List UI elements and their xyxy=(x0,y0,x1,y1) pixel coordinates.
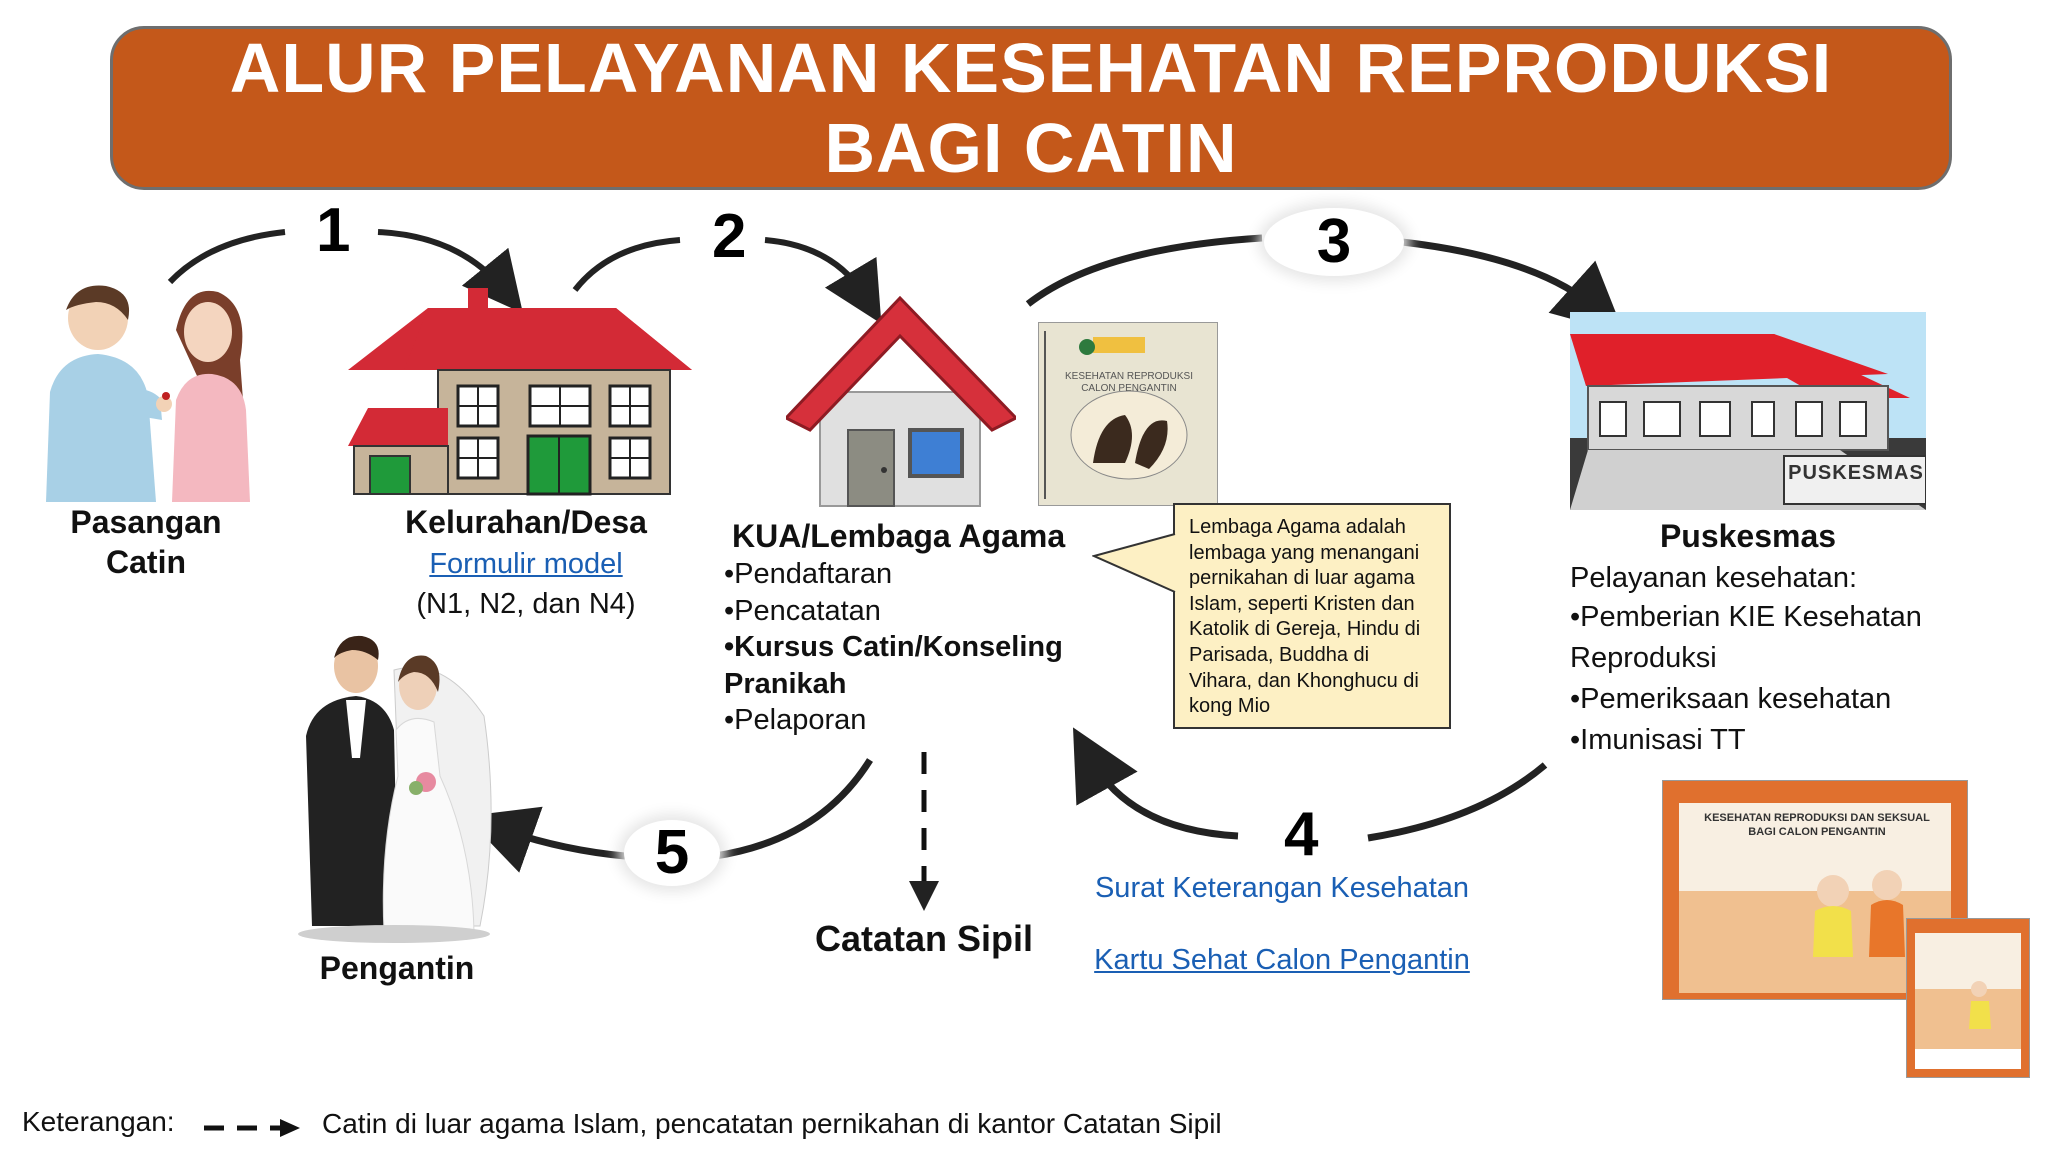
pasangan-label-line1: Pasangan xyxy=(70,504,222,540)
pengantin-label: Pengantin xyxy=(319,950,475,986)
step-number-1: 1 xyxy=(316,196,351,265)
catatan-sipil-label: Catatan Sipil xyxy=(814,918,1034,959)
book-kesehatan-seksual-small xyxy=(1906,918,2030,1078)
kelurahan-building xyxy=(348,286,692,496)
arrow-2-left xyxy=(575,240,680,290)
kua-item-pranikah: Pranikah xyxy=(724,667,847,700)
title-line-1: ALUR PELAYANAN KESEHATAN REPRODUKSI xyxy=(229,29,1833,107)
pasangan-catin-label xyxy=(66,502,226,582)
formulir-codes: (N1, N2, dan N4) xyxy=(416,588,636,620)
formulir-model-link[interactable]: Formulir model xyxy=(429,548,623,580)
puskesmas-service-intro: Pelayanan kesehatan: xyxy=(1570,562,1857,594)
arrow-3-left xyxy=(1028,238,1262,304)
step-number-3: 3 xyxy=(1264,208,1404,276)
couple-illustration xyxy=(36,280,256,502)
puskesmas-service-list xyxy=(1570,597,2020,761)
arrow-3-right xyxy=(1402,242,1598,310)
puskesmas-item-kie: •Pemberian KIE Kesehatan xyxy=(1570,601,1922,633)
kua-service-list xyxy=(724,556,1104,739)
puskesmas-item-imunisasi: •Imunisasi TT xyxy=(1570,724,1746,756)
kelurahan-title: Kelurahan/Desa xyxy=(405,504,647,540)
step-number-2: 2 xyxy=(712,202,747,271)
kua-house-illustration xyxy=(786,296,1016,510)
surat-keterangan-kesehatan: Surat Keterangan Kesehatan xyxy=(1094,872,1470,904)
callout-pointer xyxy=(1092,530,1176,596)
arrow-4-right xyxy=(1368,765,1545,838)
legend-label: Keterangan: xyxy=(22,1106,175,1137)
arrow-1-left xyxy=(170,232,285,282)
legend-text: Catin di luar agama Islam, pencatatan pernikahan di kantor Catatan Sipil xyxy=(322,1108,1222,1139)
kartu-sehat-catin-link[interactable]: Kartu Sehat Calon Pengantin xyxy=(1094,944,1470,976)
step-number-5: 5 xyxy=(624,820,720,886)
arrow-1-right xyxy=(378,232,504,290)
pengantin-illustration xyxy=(294,626,500,944)
puskesmas-item-pemeriksaan: •Pemeriksaan kesehatan xyxy=(1570,683,1892,715)
kua-item-kursus: •Kursus Catin/Konseling xyxy=(724,631,1063,663)
puskesmas-title: Puskesmas xyxy=(1659,518,1837,554)
kua-item-pendaftaran: •Pendaftaran xyxy=(724,558,893,590)
kua-item-pencatatan: •Pencatatan xyxy=(724,594,881,627)
book-seksual-small-cover xyxy=(1907,919,2029,1077)
book-seksual-title xyxy=(1687,811,1947,839)
book-catin-title: KESEHATAN REPRODUKSI CALON PENGANTIN xyxy=(1065,371,1193,394)
puskesmas-item-reproduksi: Reproduksi xyxy=(1570,642,1717,674)
step-number-4: 4 xyxy=(1284,800,1319,869)
puskesmas-sign: PUSKESMAS xyxy=(1788,462,1924,484)
arrow-2-right xyxy=(765,240,866,298)
lembaga-agama-callout: Lembaga Agama adalah lembaga yang menangani pernikahan di luar agama Islam, seperti Kristen dan Katolik di Gereja, Hindu di Parisada, Buddha di Vihara, dan Khonghucu di kong Mio xyxy=(1173,503,1451,729)
book-catin-image xyxy=(1038,322,1218,506)
book-catin-cover xyxy=(1039,323,1217,505)
pasangan-label-line2: Catin xyxy=(106,544,186,580)
book-seksual-title-line2: BAGI CALON PENGANTIN xyxy=(1748,826,1886,838)
legend-arrow-head xyxy=(280,1119,300,1137)
arrow-4-left xyxy=(1090,758,1238,836)
kua-title: KUA/Lembaga Agama xyxy=(732,518,1066,554)
book-seksual-title-line1: KESEHATAN REPRODUKSI DAN SEKSUAL xyxy=(1704,812,1930,824)
title-line-2: BAGI CATIN xyxy=(824,109,1238,187)
kua-item-pelaporan: •Pelaporan xyxy=(724,704,867,736)
arrow-5-left xyxy=(498,828,625,856)
arrow-5-right xyxy=(715,760,870,856)
